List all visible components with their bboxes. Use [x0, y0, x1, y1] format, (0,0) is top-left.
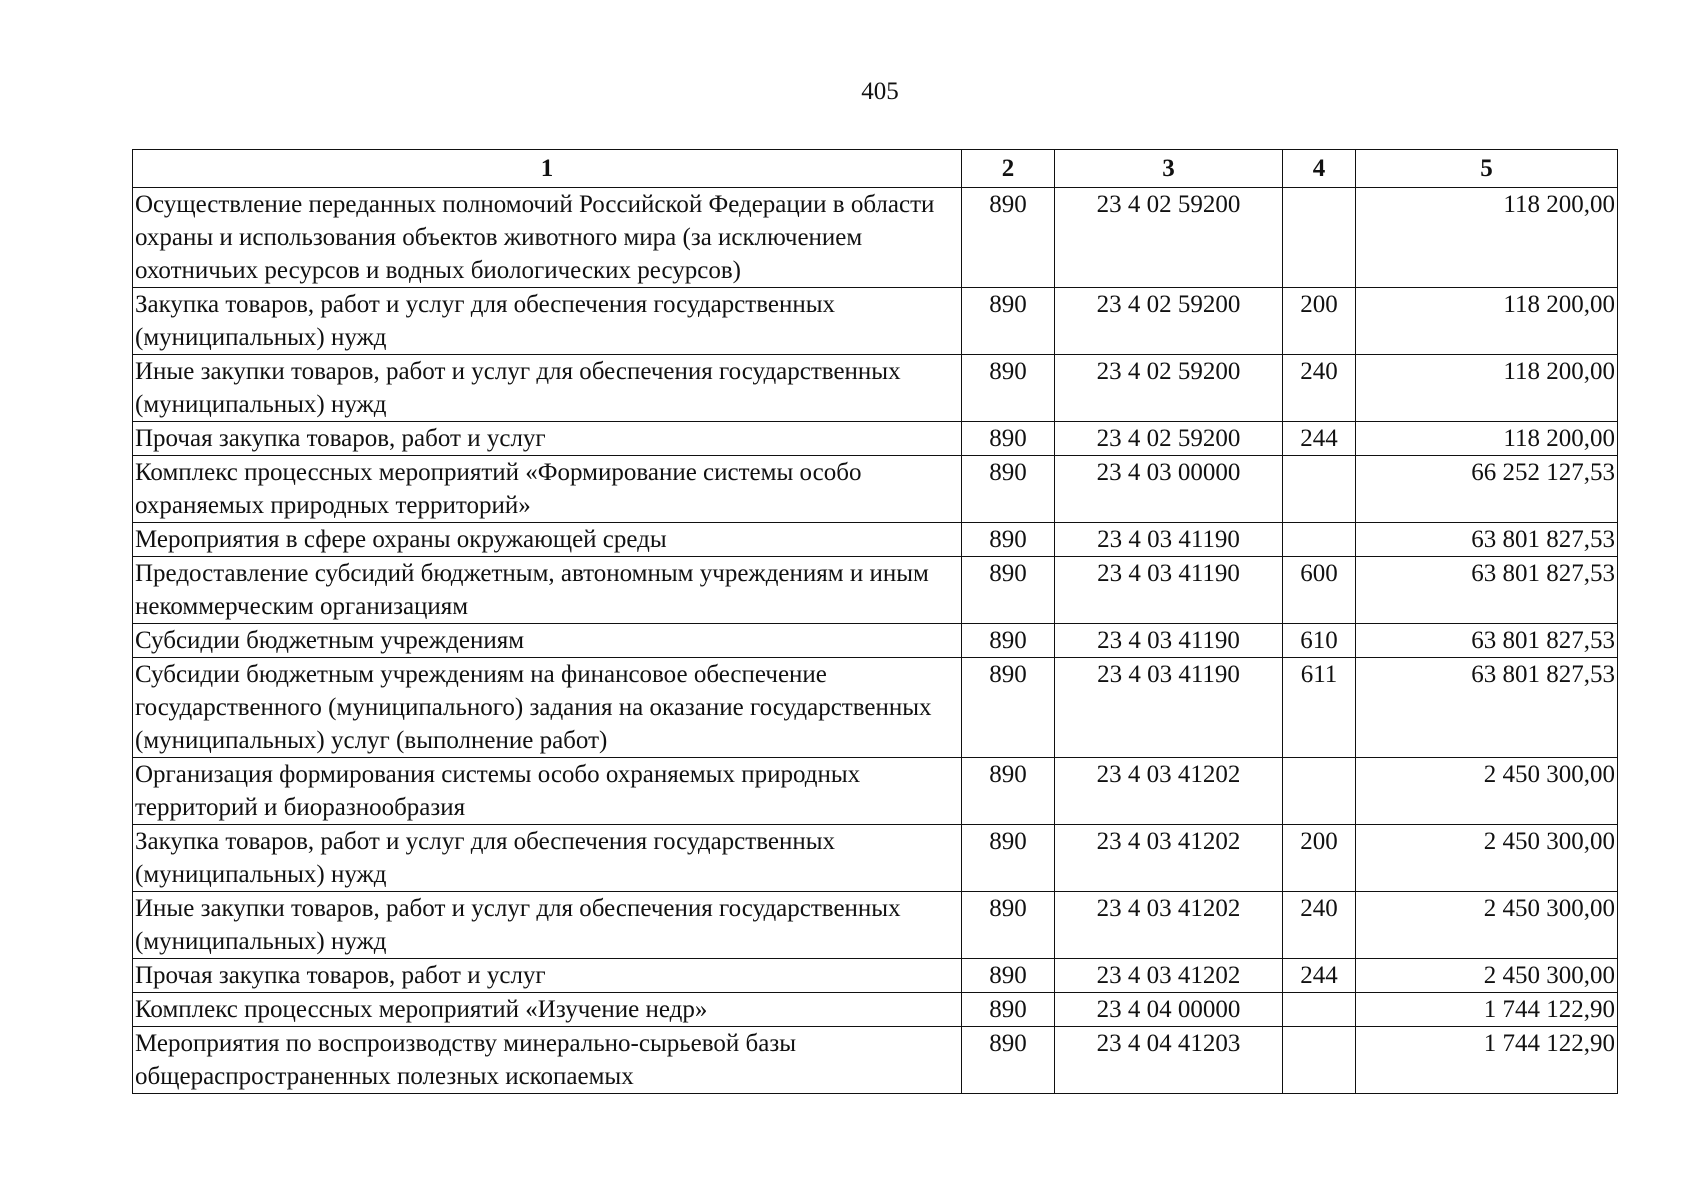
expense-type-cell: 610: [1283, 624, 1356, 658]
expense-name-cell: Предоставление субсидий бюджетным, автономным учреждениям и иным некоммерческим организациям: [133, 557, 962, 624]
table-row: [133, 557, 1618, 624]
amount-cell: 1 744 122,90: [1356, 1027, 1618, 1094]
amount-cell: 2 450 300,00: [1356, 825, 1618, 892]
expense-type-cell: 244: [1283, 959, 1356, 993]
header-col-2: 2: [962, 150, 1055, 188]
admin-code-cell: 890: [962, 993, 1055, 1027]
admin-code-cell: 890: [962, 188, 1055, 288]
table-row: [133, 422, 1618, 456]
expense-name-cell: Комплекс процессных мероприятий «Формирование системы особо охраняемых природных территорий»: [133, 456, 962, 523]
table-body: [133, 188, 1618, 1094]
admin-code-cell: 890: [962, 557, 1055, 624]
header-col-4: 4: [1283, 150, 1356, 188]
table-row: [133, 758, 1618, 825]
table-row: [133, 993, 1618, 1027]
table-row: [133, 959, 1618, 993]
expense-type-cell: [1283, 456, 1356, 523]
amount-cell: 118 200,00: [1356, 188, 1618, 288]
target-article-cell: 23 4 03 41190: [1055, 624, 1283, 658]
expense-type-cell: 611: [1283, 658, 1356, 758]
expense-type-cell: [1283, 993, 1356, 1027]
expense-name-cell: Иные закупки товаров, работ и услуг для обеспечения государственных (муниципальных) нужд: [133, 892, 962, 959]
admin-code-cell: 890: [962, 422, 1055, 456]
table-row: [133, 892, 1618, 959]
expense-name-cell: Закупка товаров, работ и услуг для обеспечения государственных (муниципальных) нужд: [133, 288, 962, 355]
expense-type-cell: [1283, 1027, 1356, 1094]
target-article-cell: 23 4 03 00000: [1055, 456, 1283, 523]
expense-name-cell: Закупка товаров, работ и услуг для обеспечения государственных (муниципальных) нужд: [133, 825, 962, 892]
admin-code-cell: 890: [962, 1027, 1055, 1094]
expense-type-cell: 200: [1283, 288, 1356, 355]
expense-type-cell: 200: [1283, 825, 1356, 892]
target-article-cell: 23 4 04 41203: [1055, 1027, 1283, 1094]
amount-cell: 63 801 827,53: [1356, 658, 1618, 758]
table-row: [133, 658, 1618, 758]
expense-type-cell: 600: [1283, 557, 1356, 624]
admin-code-cell: 890: [962, 825, 1055, 892]
admin-code-cell: 890: [962, 892, 1055, 959]
amount-cell: 63 801 827,53: [1356, 523, 1618, 557]
expense-type-cell: 244: [1283, 422, 1356, 456]
expense-name-cell: Прочая закупка товаров, работ и услуг: [133, 959, 962, 993]
table-row: [133, 825, 1618, 892]
expense-name-cell: Субсидии бюджетным учреждениям: [133, 624, 962, 658]
amount-cell: 118 200,00: [1356, 422, 1618, 456]
table-row: [133, 624, 1618, 658]
target-article-cell: 23 4 03 41202: [1055, 758, 1283, 825]
table-row: [133, 288, 1618, 355]
amount-cell: 118 200,00: [1356, 355, 1618, 422]
target-article-cell: 23 4 03 41202: [1055, 825, 1283, 892]
expense-type-cell: [1283, 188, 1356, 288]
admin-code-cell: 890: [962, 959, 1055, 993]
target-article-cell: 23 4 03 41202: [1055, 959, 1283, 993]
expense-type-cell: 240: [1283, 892, 1356, 959]
expense-name-cell: Мероприятия по воспроизводству минерально-сырьевой базы общераспространенных полезных ископаемых: [133, 1027, 962, 1094]
target-article-cell: 23 4 02 59200: [1055, 422, 1283, 456]
expense-name-cell: Организация формирования системы особо охраняемых природных территорий и биоразнообразия: [133, 758, 962, 825]
target-article-cell: 23 4 02 59200: [1055, 355, 1283, 422]
amount-cell: 2 450 300,00: [1356, 892, 1618, 959]
target-article-cell: 23 4 03 41190: [1055, 557, 1283, 624]
expense-name-cell: Иные закупки товаров, работ и услуг для обеспечения государственных (муниципальных) нужд: [133, 355, 962, 422]
table-row: [133, 188, 1618, 288]
table-row: [133, 456, 1618, 523]
admin-code-cell: 890: [962, 456, 1055, 523]
admin-code-cell: 890: [962, 758, 1055, 825]
header-row: [133, 150, 1618, 188]
target-article-cell: 23 4 03 41202: [1055, 892, 1283, 959]
target-article-cell: 23 4 02 59200: [1055, 188, 1283, 288]
budget-table: [132, 149, 1618, 1094]
amount-cell: 2 450 300,00: [1356, 959, 1618, 993]
amount-cell: 2 450 300,00: [1356, 758, 1618, 825]
admin-code-cell: 890: [962, 658, 1055, 758]
admin-code-cell: 890: [962, 288, 1055, 355]
table-header: [133, 150, 1618, 188]
amount-cell: 1 744 122,90: [1356, 993, 1618, 1027]
header-col-5: 5: [1356, 150, 1618, 188]
table-row: [133, 523, 1618, 557]
page-number: 405: [861, 78, 899, 105]
header-col-3: 3: [1055, 150, 1283, 188]
admin-code-cell: 890: [962, 355, 1055, 422]
expense-name-cell: Мероприятия в сфере охраны окружающей среды: [133, 523, 962, 557]
target-article-cell: 23 4 03 41190: [1055, 523, 1283, 557]
admin-code-cell: 890: [962, 523, 1055, 557]
amount-cell: 63 801 827,53: [1356, 557, 1618, 624]
table-row: [133, 1027, 1618, 1094]
expense-name-cell: Субсидии бюджетным учреждениям на финансовое обеспечение государственного (муниципального) задания на оказание государственных (муниципальных) услуг (выполнение работ): [133, 658, 962, 758]
expense-type-cell: [1283, 758, 1356, 825]
admin-code-cell: 890: [962, 624, 1055, 658]
target-article-cell: 23 4 03 41190: [1055, 658, 1283, 758]
target-article-cell: 23 4 02 59200: [1055, 288, 1283, 355]
header-col-1: 1: [133, 150, 962, 188]
expense-type-cell: [1283, 523, 1356, 557]
expense-type-cell: 240: [1283, 355, 1356, 422]
expense-name-cell: Прочая закупка товаров, работ и услуг: [133, 422, 962, 456]
amount-cell: 66 252 127,53: [1356, 456, 1618, 523]
target-article-cell: 23 4 04 00000: [1055, 993, 1283, 1027]
expense-name-cell: Комплекс процессных мероприятий «Изучение недр»: [133, 993, 962, 1027]
expense-name-cell: Осуществление переданных полномочий Российской Федерации в области охраны и использования объектов животного мира (за исключением охотничьих ресурсов и водных биологических ресурсов): [133, 188, 962, 288]
table-row: [133, 355, 1618, 422]
amount-cell: 118 200,00: [1356, 288, 1618, 355]
amount-cell: 63 801 827,53: [1356, 624, 1618, 658]
